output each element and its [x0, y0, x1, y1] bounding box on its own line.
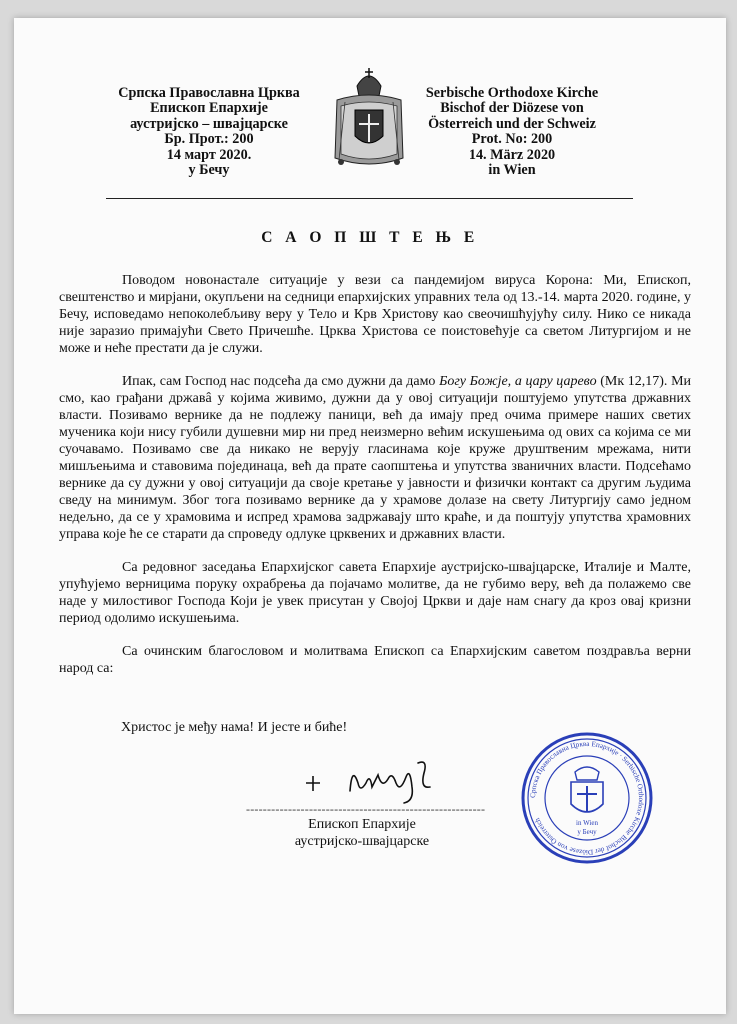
- stamp-inner-text-2: у Бечу: [577, 828, 597, 836]
- header-divider: [106, 198, 633, 199]
- document-page: [14, 18, 726, 1014]
- signature-title: [272, 816, 452, 850]
- paragraph-2: [59, 373, 691, 543]
- scripture-quote: Богу Божје, а цару царево: [439, 374, 597, 389]
- header-left-line: у Бечу: [188, 162, 230, 179]
- header-left-block: [104, 86, 314, 178]
- header-right-line: in Wien: [488, 162, 536, 179]
- paragraph-1: Поводом новонастале ситуације у вези са пандемијом вируса Корона: Ми, Епископ, свештенство и мирјани, окупљени на седници епархијских управних тела од 13.-14. марта 2020. године, у Бечу, исповедамо непоколебљиву веру у Тело и Крв Христову као свеочишћујућу силу. Нико се никада није заразио примајући Свето Причешће. Црква Христова се поистовећује са светом Литургијом и не може и неће престати да је служи.: [59, 273, 691, 356]
- document-body: [59, 272, 691, 677]
- header-left-line: Епископ Епархије: [150, 100, 268, 117]
- header-right-block: [407, 86, 617, 178]
- signature-title-line-1: Епископ Епархије: [308, 817, 416, 832]
- stamp-inner-text: in Wien: [576, 819, 598, 827]
- paragraph-2-rest: (Мк 12,17). Ми смо, као грађани државâ у којима живимо, дужни да у овој ситуацији поштујемо упутства државних власти. Позивамо вернике да не подлежу паници, већ да имају пред очима примере наших светих мученика који нису губили душевни мир ни пред неизмерно већим искушењима од ових са којима се ми суочавамо. Позивамо све да никако не верују гласинама које круже друштвеним мрежама, нити мишљењима и ставовима појединаца, већ да прате саопштења и упутства званичних власти. Подсећамо вернике да су дужни у овој ситуацији да своје кретање у јавности и физички контакт са другим људима сведу на минимум. Због тога позивамо вернике да у храмове долазе на свету Литургију само једном недељно, да се у храмовима и испред храмова задржавају што краће, и да поштују упутства храмовних управа које ће се старати да спроведу одлуке црквених и државних власти.: [59, 374, 692, 542]
- handwritten-signature: [300, 753, 450, 805]
- document-title: С А О П Ш Т Е Њ Е: [261, 229, 479, 246]
- paragraph-2-start: Ипак, сам Господ нас подсећа да смо дужни да дамо: [122, 374, 440, 389]
- coat-of-arms-icon: [331, 66, 407, 176]
- closing-greeting: Христос је међу нама! И јесте и биће!: [121, 720, 348, 735]
- header-right-line: Prot. No: 200: [471, 131, 553, 148]
- header-left-line: Српска Православна Црква: [118, 85, 300, 101]
- header-left-line: Бр. Прот.: 200: [164, 131, 254, 148]
- paragraph-4: Са очинским благословом и молитвама Епископ са Епархијским саветом поздравља верни народ са:: [59, 644, 691, 676]
- header-right-line: 14. März 2020: [468, 146, 556, 163]
- header-right-line: Serbische Orthodoxe Kirche: [425, 85, 599, 101]
- signature-title-line-2: аустријско-швајцарске: [294, 834, 430, 849]
- stamp-ring-text: Српска Православна Црква Епархије · Serbische Orthodoxe Kirche Bischof der Diözese von Österreich: [528, 739, 646, 857]
- diocese-seal-stamp: [519, 730, 655, 866]
- header-right-line: Bischof der Diözese von: [440, 100, 584, 117]
- header-left-line: аустријско – швајцарске: [130, 115, 288, 132]
- paragraph-3: Са редовног заседања Епархијског савета Епархије аустријско-швајцарске, Италије и Малте, упућујемо верницима поруку охрабрења да појачамо молитве, да не губимо веру, већ да полажемо све наде у милостивог Господа Који је увек присутан у Својој Цркви и даје нам снагу да кроз овај кризни период одолимо искушењима.: [59, 560, 691, 626]
- header-left-line: 14 март 2020.: [166, 146, 252, 163]
- header-right-line: Österreich und der Schweiz: [428, 115, 596, 132]
- signature-line: ---------------------------------------------------------: [246, 802, 486, 816]
